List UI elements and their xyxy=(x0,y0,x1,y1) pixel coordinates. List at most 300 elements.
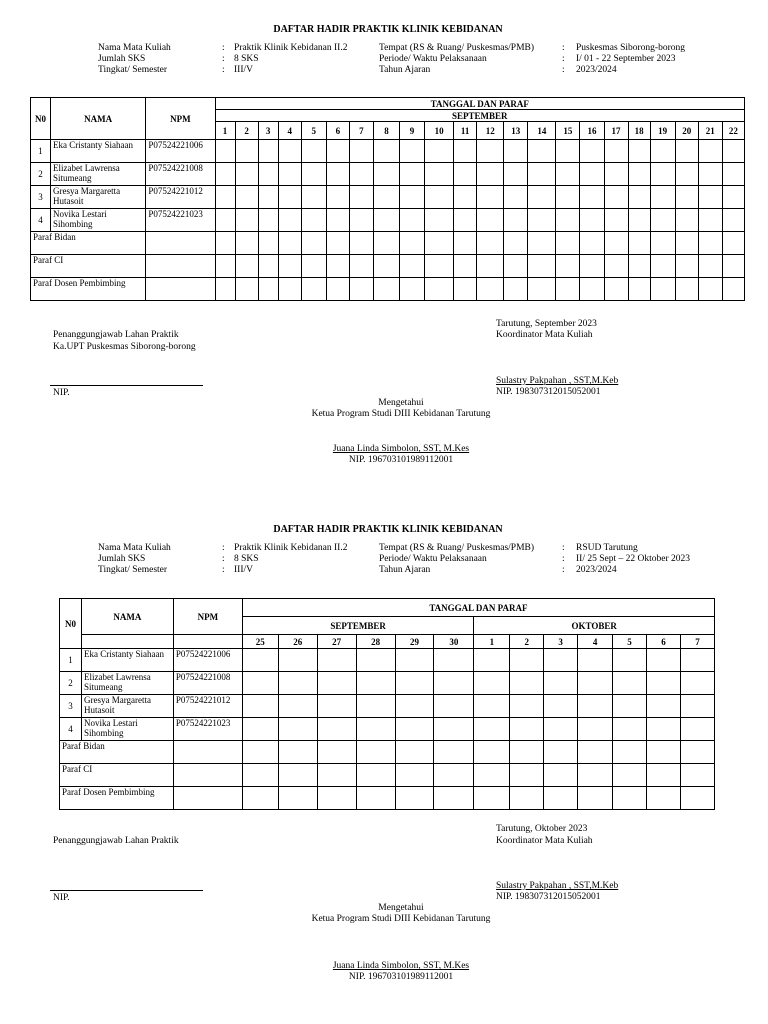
info-colon: : xyxy=(562,554,565,564)
signature-cell xyxy=(326,278,349,301)
signature-cell xyxy=(675,140,698,163)
signature-cell xyxy=(628,209,650,232)
signature-cell xyxy=(675,163,698,186)
signature-cell xyxy=(278,695,317,718)
day-cell: 16 xyxy=(580,122,604,140)
info-label-semester: Tingkat/ Semester xyxy=(98,65,168,75)
paraf-label: Paraf CI xyxy=(60,764,174,787)
signature-cell xyxy=(613,695,647,718)
info-value-sks: 8 SKS xyxy=(234,554,259,564)
signature-cell xyxy=(528,186,556,209)
signature-cell xyxy=(646,695,680,718)
signature-cell xyxy=(556,163,580,186)
signature-cell xyxy=(722,140,744,163)
signature-cell xyxy=(510,741,544,764)
day-cell: 3 xyxy=(544,635,578,649)
signature-cell xyxy=(556,232,580,255)
signature-cell xyxy=(258,209,278,232)
signature-cell xyxy=(373,209,399,232)
signature-cell xyxy=(278,741,317,764)
day-cell: 11 xyxy=(454,122,477,140)
signature-cell xyxy=(580,209,604,232)
signature-cell xyxy=(278,649,317,672)
day-cell: 29 xyxy=(395,635,434,649)
sign-right-date: Tarutung, Oktober 2023 xyxy=(496,824,588,834)
info-label-sks: Jumlah SKS xyxy=(98,54,146,64)
day-cell: 3 xyxy=(258,122,278,140)
day-cell: 15 xyxy=(556,122,580,140)
attendance-table xyxy=(59,598,715,810)
signature-line xyxy=(50,890,203,891)
signature-cell xyxy=(258,232,278,255)
signature-cell xyxy=(528,209,556,232)
signature-cell xyxy=(278,255,301,278)
signature-cell xyxy=(395,741,434,764)
signature-cell xyxy=(399,186,424,209)
signature-cell xyxy=(278,232,301,255)
info-colon: : xyxy=(562,65,565,75)
paraf-row xyxy=(60,787,715,810)
signature-cell xyxy=(326,255,349,278)
signature-cell xyxy=(399,278,424,301)
signature-cell xyxy=(544,718,578,741)
signature-cell xyxy=(399,163,424,186)
student-name: Novika Lestari Sihombing xyxy=(51,209,146,232)
signature-cell xyxy=(544,764,578,787)
signature-cell xyxy=(242,649,278,672)
info-label-course: Nama Mata Kuliah xyxy=(98,43,171,53)
header-name: NAMA xyxy=(81,599,173,635)
signature-cell xyxy=(604,278,628,301)
day-cell: 10 xyxy=(425,122,454,140)
signature-cell xyxy=(675,209,698,232)
signature-cell xyxy=(317,695,356,718)
signature-cell xyxy=(434,787,474,810)
student-npm: P07524221008 xyxy=(146,163,215,186)
signature-cell xyxy=(544,649,578,672)
day-cell: 26 xyxy=(278,635,317,649)
student-npm: P07524221023 xyxy=(173,718,242,741)
row-no: 1 xyxy=(31,140,51,163)
student-row xyxy=(31,140,745,163)
signature-cell xyxy=(698,232,722,255)
signature-cell xyxy=(425,232,454,255)
signature-cell xyxy=(349,209,373,232)
student-row xyxy=(31,209,745,232)
signature-cell xyxy=(356,649,395,672)
signature-cell xyxy=(580,255,604,278)
day-cell: 5 xyxy=(301,122,326,140)
signature-cell xyxy=(454,209,477,232)
student-name: Eka Cristanty Siahaan xyxy=(81,649,173,672)
student-name: Gresya Margaretta Hutasoit xyxy=(51,186,146,209)
signature-cell xyxy=(317,764,356,787)
info-label-period: Periode/ Waktu Pelaksanaan xyxy=(379,54,487,64)
info-colon: : xyxy=(562,54,565,64)
signature-cell xyxy=(317,672,356,695)
day-cell: 1 xyxy=(474,635,510,649)
signature-cell xyxy=(722,255,744,278)
signature-cell xyxy=(680,741,714,764)
day-cell: 25 xyxy=(242,635,278,649)
row-no: 3 xyxy=(31,186,51,209)
signature-cell xyxy=(680,718,714,741)
day-cell: 27 xyxy=(317,635,356,649)
sign-right-nip: NIP. 198307312015052001 xyxy=(496,387,601,397)
signature-cell xyxy=(628,186,650,209)
signature-cell xyxy=(504,186,528,209)
signature-cell xyxy=(425,186,454,209)
signature-cell xyxy=(698,163,722,186)
info-label-semester: Tingkat/ Semester xyxy=(98,565,168,575)
signature-cell xyxy=(215,209,235,232)
signature-cell xyxy=(646,787,680,810)
signature-cell xyxy=(215,163,235,186)
info-colon: : xyxy=(562,543,565,553)
signature-cell xyxy=(454,278,477,301)
signature-cell xyxy=(510,718,544,741)
sign-center-title: Ketua Program Studi DIII Kebidanan Tarutung xyxy=(311,409,491,419)
signature-cell xyxy=(556,209,580,232)
header-npm: NPM xyxy=(173,599,242,635)
empty-cell xyxy=(146,278,215,301)
day-cell: 19 xyxy=(650,122,675,140)
signature-cell xyxy=(528,232,556,255)
signature-cell xyxy=(301,163,326,186)
signature-cell xyxy=(349,255,373,278)
signature-cell xyxy=(454,255,477,278)
signature-cell xyxy=(278,209,301,232)
signature-cell xyxy=(504,163,528,186)
paraf-label: Paraf Bidan xyxy=(60,741,174,764)
signature-cell xyxy=(650,209,675,232)
sign-right-title: Koordinator Mata Kuliah xyxy=(496,836,593,846)
day-cell: 7 xyxy=(349,122,373,140)
signature-cell xyxy=(698,209,722,232)
signature-cell xyxy=(373,186,399,209)
signature-cell xyxy=(454,232,477,255)
signature-cell xyxy=(242,695,278,718)
signature-cell xyxy=(235,278,258,301)
signature-cell xyxy=(578,787,613,810)
signature-cell xyxy=(258,255,278,278)
day-cell: 2 xyxy=(510,635,544,649)
student-name: Elizabet Lawrensa Situmeang xyxy=(51,163,146,186)
sign-center-title: Ketua Program Studi DIII Kebidanan Tarutung xyxy=(311,914,491,924)
signature-cell xyxy=(646,672,680,695)
empty-cell xyxy=(146,255,215,278)
empty-cell xyxy=(173,764,242,787)
signature-cell xyxy=(510,649,544,672)
info-value-place: RSUD Tarutung xyxy=(576,543,638,553)
signature-cell xyxy=(604,163,628,186)
signature-cell xyxy=(278,672,317,695)
info-value-year: 2023/2024 xyxy=(576,65,617,75)
signature-cell xyxy=(613,672,647,695)
info-label-year: Tahun Ajaran xyxy=(379,565,431,575)
signature-cell xyxy=(434,672,474,695)
info-value-place: Puskesmas Siborong-borong xyxy=(576,43,685,53)
sign-center-nip: NIP. 196703101989112001 xyxy=(348,455,454,465)
signature-cell xyxy=(578,741,613,764)
signature-cell xyxy=(604,232,628,255)
day-cell: 8 xyxy=(373,122,399,140)
signature-cell xyxy=(434,649,474,672)
signature-cell xyxy=(235,232,258,255)
student-row xyxy=(60,672,715,695)
signature-cell xyxy=(477,209,504,232)
header-month-september: SEPTEMBER xyxy=(242,617,474,635)
sign-center-name: Juana Linda Simbolon, SST, M.Kes xyxy=(332,444,470,454)
signature-cell xyxy=(317,718,356,741)
signature-cell xyxy=(604,140,628,163)
signature-cell xyxy=(434,695,474,718)
signature-cell xyxy=(425,255,454,278)
header-month-september: SEPTEMBER xyxy=(215,110,745,122)
signature-cell xyxy=(650,255,675,278)
sign-center-name: Juana Linda Simbolon, SST, M.Kes xyxy=(332,961,470,971)
day-cell: 6 xyxy=(326,122,349,140)
sign-right-date: Tarutung, September 2023 xyxy=(496,319,597,329)
signature-cell xyxy=(317,741,356,764)
student-npm: P07524221023 xyxy=(146,209,215,232)
day-cell: 22 xyxy=(722,122,744,140)
signature-cell xyxy=(510,787,544,810)
signature-cell xyxy=(399,140,424,163)
info-value-year: 2023/2024 xyxy=(576,565,617,575)
signature-cell xyxy=(646,741,680,764)
signature-cell xyxy=(474,718,510,741)
day-cell: 20 xyxy=(675,122,698,140)
header-name: NAMA xyxy=(51,98,146,140)
signature-cell xyxy=(395,718,434,741)
attendance-sheet-september xyxy=(0,0,768,500)
signature-cell xyxy=(650,163,675,186)
signature-cell xyxy=(301,278,326,301)
sign-left-title: Penanggungjawab Lahan Praktik xyxy=(53,836,179,846)
signature-cell xyxy=(556,140,580,163)
signature-cell xyxy=(301,255,326,278)
signature-cell xyxy=(235,209,258,232)
day-cell: 6 xyxy=(646,635,680,649)
signature-cell xyxy=(399,209,424,232)
signature-cell xyxy=(528,140,556,163)
signature-cell xyxy=(356,787,395,810)
signature-cell xyxy=(680,787,714,810)
signature-cell xyxy=(278,186,301,209)
signature-cell xyxy=(434,718,474,741)
signature-cell xyxy=(215,232,235,255)
signature-cell xyxy=(356,695,395,718)
sheet-title: DAFTAR HADIR PRAKTIK KLINIK KEBIDANAN xyxy=(273,524,503,535)
sign-right-nip: NIP. 198307312015052001 xyxy=(496,892,601,902)
signature-cell xyxy=(650,186,675,209)
signature-cell xyxy=(504,140,528,163)
signature-cell xyxy=(613,741,647,764)
signature-cell xyxy=(646,718,680,741)
header-date-paraf: TANGGAL DAN PARAF xyxy=(242,599,714,617)
signature-cell xyxy=(675,278,698,301)
info-value-course: Praktik Klinik Kebidanan II.2 xyxy=(234,543,348,553)
signature-cell xyxy=(373,232,399,255)
signature-cell xyxy=(477,140,504,163)
signature-cell xyxy=(722,163,744,186)
signature-cell xyxy=(454,140,477,163)
signature-cell xyxy=(356,741,395,764)
signature-cell xyxy=(326,209,349,232)
signature-cell xyxy=(477,232,504,255)
signature-cell xyxy=(580,186,604,209)
info-label-course: Nama Mata Kuliah xyxy=(98,543,171,553)
info-label-period: Periode/ Waktu Pelaksanaan xyxy=(379,554,487,564)
signature-cell xyxy=(356,672,395,695)
signature-cell xyxy=(258,278,278,301)
signature-cell xyxy=(556,186,580,209)
signature-cell xyxy=(504,255,528,278)
signature-cell xyxy=(613,787,647,810)
signature-cell xyxy=(722,232,744,255)
paraf-row xyxy=(31,255,745,278)
signature-cell xyxy=(650,278,675,301)
signature-cell xyxy=(680,672,714,695)
signature-cell xyxy=(215,278,235,301)
row-no: 2 xyxy=(60,672,82,695)
student-name: Novika Lestari Sihombing xyxy=(81,718,173,741)
sign-left-subtitle: Ka.UPT Puskesmas Siborong-borong xyxy=(53,342,196,352)
signature-cell xyxy=(675,186,698,209)
sign-right-name: Sulastry Pakpahan , SST,M.Keb xyxy=(496,376,619,386)
signature-cell xyxy=(395,695,434,718)
signature-cell xyxy=(215,186,235,209)
signature-cell xyxy=(675,232,698,255)
signature-cell xyxy=(242,787,278,810)
student-row xyxy=(31,163,745,186)
signature-cell xyxy=(425,140,454,163)
signature-cell xyxy=(510,672,544,695)
signature-cell xyxy=(373,163,399,186)
signature-cell xyxy=(680,649,714,672)
signature-cell xyxy=(722,209,744,232)
signature-cell xyxy=(613,649,647,672)
signature-cell xyxy=(504,232,528,255)
student-npm: P07524221008 xyxy=(173,672,242,695)
signature-cell xyxy=(544,787,578,810)
paraf-row xyxy=(31,232,745,255)
signature-cell xyxy=(326,140,349,163)
day-cell: 4 xyxy=(278,122,301,140)
signature-cell xyxy=(242,764,278,787)
signature-cell xyxy=(646,649,680,672)
empty-cell xyxy=(173,635,242,649)
info-value-course: Praktik Klinik Kebidanan II.2 xyxy=(234,43,348,53)
signature-cell xyxy=(556,278,580,301)
student-row xyxy=(60,695,715,718)
day-cell: 2 xyxy=(235,122,258,140)
signature-cell xyxy=(215,140,235,163)
signature-cell xyxy=(698,186,722,209)
signature-cell xyxy=(349,163,373,186)
student-npm: P07524221006 xyxy=(146,140,215,163)
signature-cell xyxy=(215,255,235,278)
student-row xyxy=(31,186,745,209)
info-colon: : xyxy=(222,43,225,53)
signature-cell xyxy=(278,163,301,186)
student-name: Gresya Margaretta Hutasoit xyxy=(81,695,173,718)
day-cell: 4 xyxy=(578,635,613,649)
signature-cell xyxy=(474,672,510,695)
signature-cell xyxy=(242,672,278,695)
student-npm: P07524221012 xyxy=(173,695,242,718)
signature-cell xyxy=(578,695,613,718)
signature-cell xyxy=(301,186,326,209)
student-npm: P07524221012 xyxy=(146,186,215,209)
info-label-year: Tahun Ajaran xyxy=(379,65,431,75)
days-row xyxy=(60,635,715,649)
signature-cell xyxy=(434,741,474,764)
info-value-semester: III/V xyxy=(234,565,253,575)
signature-cell xyxy=(278,787,317,810)
signature-cell xyxy=(242,741,278,764)
signature-cell xyxy=(474,764,510,787)
info-label-place: Tempat (RS & Ruang/ Puskesmas/PMB) xyxy=(379,543,535,553)
signature-cell xyxy=(504,278,528,301)
signature-cell xyxy=(474,649,510,672)
signature-cell xyxy=(613,718,647,741)
signature-cell xyxy=(580,140,604,163)
signature-cell xyxy=(425,209,454,232)
signature-cell xyxy=(395,787,434,810)
signature-cell xyxy=(698,140,722,163)
empty-cell xyxy=(81,635,173,649)
signature-cell xyxy=(278,718,317,741)
signature-cell xyxy=(580,278,604,301)
signature-cell xyxy=(722,186,744,209)
signature-cell xyxy=(504,209,528,232)
info-colon: : xyxy=(222,543,225,553)
signature-cell xyxy=(278,140,301,163)
paraf-row xyxy=(31,278,745,301)
signature-cell xyxy=(628,255,650,278)
signature-cell xyxy=(278,278,301,301)
header-date-paraf: TANGGAL DAN PARAF xyxy=(215,98,745,110)
signature-cell xyxy=(301,209,326,232)
signature-cell xyxy=(528,163,556,186)
signature-cell xyxy=(477,186,504,209)
row-no: 1 xyxy=(60,649,82,672)
day-cell: 13 xyxy=(504,122,528,140)
signature-cell xyxy=(301,232,326,255)
header-no: N0 xyxy=(60,599,82,649)
signature-cell xyxy=(356,764,395,787)
signature-cell xyxy=(698,278,722,301)
sign-center-nip: NIP. 196703101989112001 xyxy=(348,972,454,982)
signature-cell xyxy=(425,163,454,186)
header-no: N0 xyxy=(31,98,51,140)
signature-cell xyxy=(301,140,326,163)
info-label-place: Tempat (RS & Ruang/ Puskesmas/PMB) xyxy=(379,43,535,53)
day-cell: 17 xyxy=(604,122,628,140)
signature-cell xyxy=(326,186,349,209)
sign-right-name: Sulastry Pakpahan , SST,M.Keb xyxy=(496,881,619,891)
day-cell: 9 xyxy=(399,122,424,140)
day-cell: 18 xyxy=(628,122,650,140)
signature-cell xyxy=(698,255,722,278)
paraf-label: Paraf Dosen Pembimbing xyxy=(31,278,146,301)
signature-cell xyxy=(395,764,434,787)
signature-cell xyxy=(580,163,604,186)
signature-cell xyxy=(510,695,544,718)
sign-left-nip: NIP. xyxy=(53,893,70,903)
